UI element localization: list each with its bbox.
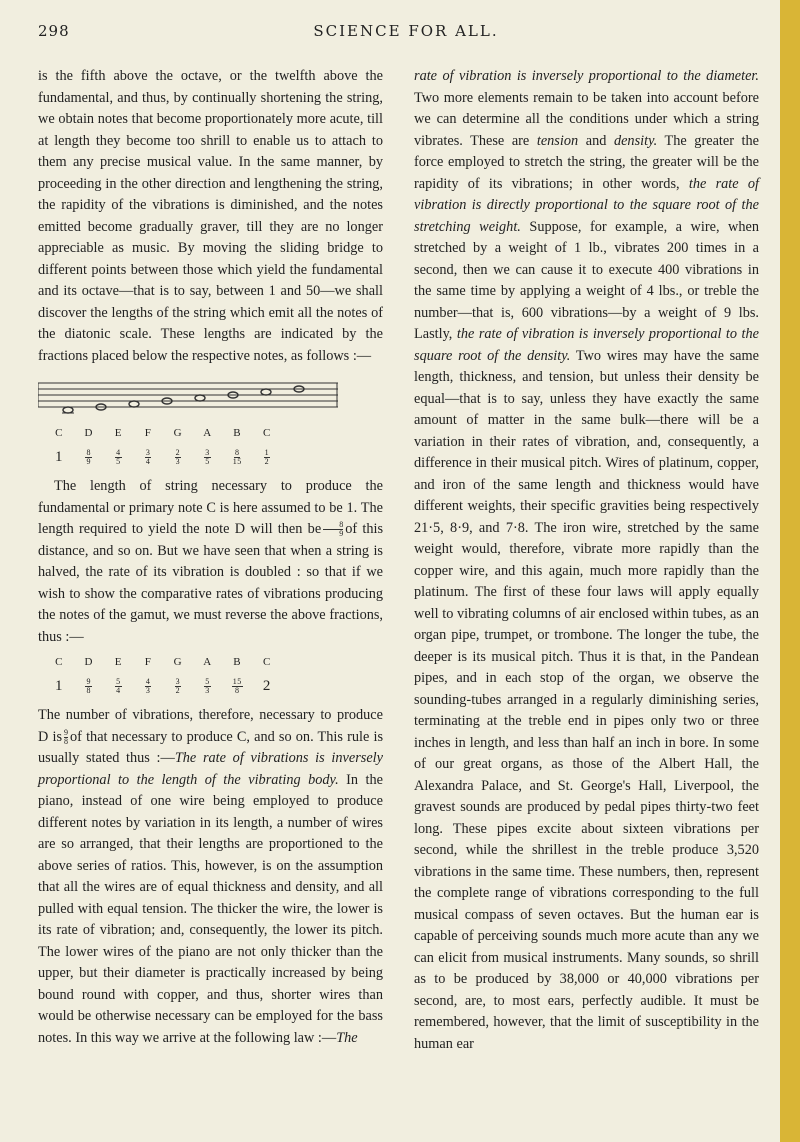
right-column	[414, 66, 759, 1055]
note-label: C	[55, 656, 63, 668]
left-column	[38, 66, 383, 1049]
paragraph: rate of vibration is inversely proportional to the diameter. Two more elements remain to be taken into account before we can determine all the conditions under which a string vibrates. These are tension and density. The greater the force employed to stretch the string, the greater will be the rapidity of its vibrations; in other words, the rate of vibration is directly proportional to the square root of the stretching weight. Suppose, for example, a wire, when stretched by a weight of 1 lb., vibrates 200 times in a second, then we can cause it to execute 400 vibrations in the same time by applying a weight of 4 lbs., or treble the number—that is, 600 vibrations—by a weight of 9 lbs. Lastly, the rate of vibration is inversely proportional to the square root of the density. Two wires may have the same length, thickness, and tension, but unless their density be equal—that is to say, unless they have exactly the same amount of matter in the same bulk—there will be a variation in their rates of vibration, and, consequently, a difference in their musical pitch. Wires of platinum, copper, and iron of the same length and thickness would have different weights, their specific gravities being respectively 21·5, 8·9, and 7·8. The iron wire, stretched by the same weight would, therefore, vibrate more rapidly than the copper wire, and this again, much more rapidly than the platinum. The first of these four laws will apply equally well to vibrating columns of air enclosed within tubes, as an organ pipe, trumpet, or trombone. The longer the tube, the deeper is its musical pitch. Thus it is that, in the Pandean pipes, and in each stop of the organ, we observe the sounding-tubes arranged in a regularly diminishing series, terminating at the treble end in pipes only two or three inches in length, and less than half an inch in bore. In some of our great organs, as those of the Albert Hall, the Alexandra Palace, and St. George's Hall, Liverpool, the gravest sounds are produced by pedal pipes thirty-two feet long. These pipes excite about sixteen vibrations per second, while the shrillest in the treble produce 3,520 vibrations in the same time. These numbers, then, represent the complete range of vibrations corresponding to the full musical compass of seven octaves. But the human ear is capable of perceiving sounds much more acute than any we can elicit from musical instruments. Many sounds, so shrill as to be produced by 38,000 or 40,000 vibrations per second, are, to most ears, perfectly audible. It must be remembered, however, that the limit of susceptibility in the human ear	[414, 68, 760, 1052]
page-edge-strip	[780, 0, 800, 1142]
fraction: $\frac{8}{9}$	[86, 447, 91, 466]
note-label: C	[263, 656, 271, 668]
fraction: $\frac{3}{2}$	[175, 676, 181, 695]
fraction: $\frac{2}{3}$	[175, 447, 181, 466]
paragraph: The number of vibrations, therefore, necessary to produce D is $\frac{9}{8}$ of that necessary to produce C, and so on. This rule is usually stated thus :—The rate of vibrations is inversely proportional to the length of the vibrating body. In the piano, instead of one wire being employed to produce different notes by variation in its length, a number of wires are so arranged, that their lengths are proportioned to the above series of ratios. This, however, is on the assumption that all the wires are of equal thickness and density, and all pulled with equal tension. The thicker the wire, the lower is its rate of vibration; and, consequently, the lower its pitch. The lower wires of the piano are not only thicker than the upper, but their diameter is practically increased by being bound round with copper, and thus, shorter wires than would be otherwise necessary can be employed for the bass notes. In this way we arrive at the following law :—The	[38, 707, 384, 1046]
note-label: D	[84, 656, 93, 668]
string-length-fractions	[38, 447, 278, 469]
paragraph: is the fifth above the octave, or the twelfth above the fundamental, and thus, by continually shortening the string, we obtain notes that become proportionately more acute, till at length they become too shrill to enable us to attach to them any precise musical value. In the same manner, by proceeding in the other direction and lengthening the string, the rapidity of the vibrations is diminished, and the notes emitted become gradually graver, till they are no longer appreciable as music. By moving the sliding bridge to different points between those which yield the fundamental and its octave—that is to say, between 1 and 50—we shall discover the lengths of the string which emit all the notes of the diatonic scale. These lengths are indicated by the fractions placed below the respective notes, as follows :—	[38, 68, 383, 364]
note-label: F	[144, 427, 152, 439]
paragraph: The length of string necessary to produce the fundamental or primary note C is here assumed to be 1. The length required to yield the note D will then be $\frac{8}{9}$ of this distance, and so on. But we have seen that when a string is halved, the rate of its vibration is doubled : so that if we wish to show the comparative rates of vibrations producing the notes of the gamut, we must reverse the above fractions, thus :—	[38, 478, 384, 645]
note-label: C	[263, 427, 271, 439]
fraction: $\frac{8}{15}$	[232, 447, 242, 466]
scale-note-names	[38, 652, 278, 674]
note-label: D	[84, 427, 93, 439]
note-label: A	[203, 427, 212, 439]
note-label: E	[114, 427, 123, 439]
note-label: G	[173, 427, 183, 439]
note-label: B	[233, 656, 242, 668]
fraction-whole: 1	[55, 677, 63, 694]
note-label: C	[55, 427, 63, 439]
fraction: $\frac{1}{2}$	[264, 447, 270, 466]
page-number: 298	[38, 22, 70, 40]
note-label: B	[233, 427, 242, 439]
scale-note-names	[38, 423, 278, 445]
fraction-whole: 2	[262, 677, 271, 694]
musical-staff-figure	[38, 377, 383, 419]
fraction: $\frac{3}{5}$	[205, 447, 210, 466]
fraction: $\frac{4}{3}$	[145, 676, 151, 695]
fraction-whole: 1	[55, 448, 63, 465]
fraction: $\frac{15}{8}$	[232, 676, 242, 695]
note-label: F	[144, 656, 152, 668]
fraction: $\frac{4}{5}$	[116, 447, 121, 466]
fraction: $\frac{9}{8}$	[86, 676, 91, 695]
note-label: A	[203, 656, 212, 668]
fraction: $\frac{5}{3}$	[205, 676, 210, 695]
vibration-rate-fractions	[38, 676, 278, 698]
running-title: SCIENCE FOR ALL.	[313, 22, 499, 40]
fraction: $\frac{3}{4}$	[145, 447, 151, 466]
note-label: E	[114, 656, 123, 668]
fraction: $\frac{5}{4}$	[116, 676, 121, 695]
page-header	[38, 22, 774, 46]
note-label: G	[173, 656, 183, 668]
